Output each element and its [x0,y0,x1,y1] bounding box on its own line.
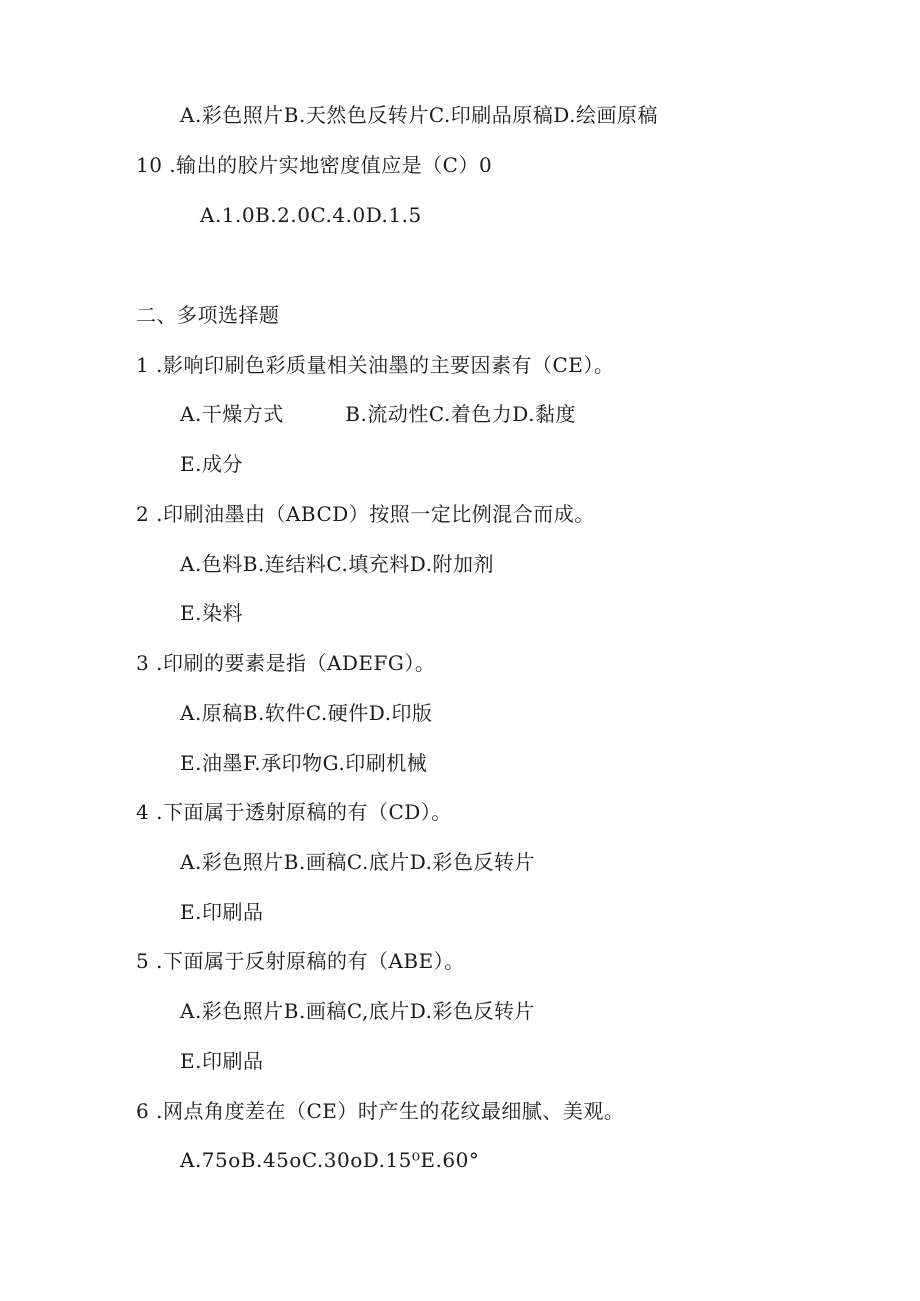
question-1: 1 .影响印刷色彩质量相关油墨的主要因素有（CE）。 [136,353,615,377]
section-heading-multiple-choice: 二、多项选择题 [136,303,280,327]
options-question-1-line-1: A.干燥方式 B.流动性C.着色力D.黏度 [180,402,576,426]
options-line-prev-question: A.彩色照片B.天然色反转片C.印刷品原稿D.绘画原稿 [180,103,658,127]
options-question-6: A.75oB.45oC.30oD.15⁰E.60° [180,1148,480,1172]
options-question-10: A.1.0B.2.0C.4.0D.1.5 [200,203,422,227]
options-question-5-line-1: A.彩色照片B.画稿C,底片D.彩色反转片 [180,999,535,1023]
options-question-4-line-2: E.印刷品 [180,900,264,924]
question-10: 10 .输出的胶片实地密度值应是（C）0 [136,153,493,177]
options-question-3-line-2: E.油墨F.承印物G.印刷机械 [180,751,428,775]
question-5: 5 .下面属于反射原稿的有（ABE）。 [136,949,465,973]
options-question-3-line-1: A.原稿B.软件C.硬件D.印版 [180,701,433,725]
options-question-1-line-2: E.成分 [180,452,243,476]
question-6: 6 .网点角度差在（CE）时产生的花纹最细腻、美观。 [136,1099,625,1123]
question-3: 3 .印刷的要素是指（ADEFG）。 [136,651,436,675]
options-question-5-line-2: E.印刷品 [180,1049,264,1073]
options-question-4-line-1: A.彩色照片B.画稿C.底片D.彩色反转片 [180,850,535,874]
question-2: 2 .印刷油墨由（ABCD）按照一定比例混合而成。 [136,502,595,526]
question-4: 4 .下面属于透射原稿的有（CD）。 [136,800,452,824]
options-question-2-line-1: A.色料B.连结料C.填充料D.附加剂 [180,552,494,576]
options-question-2-line-2: E.染料 [180,601,243,625]
